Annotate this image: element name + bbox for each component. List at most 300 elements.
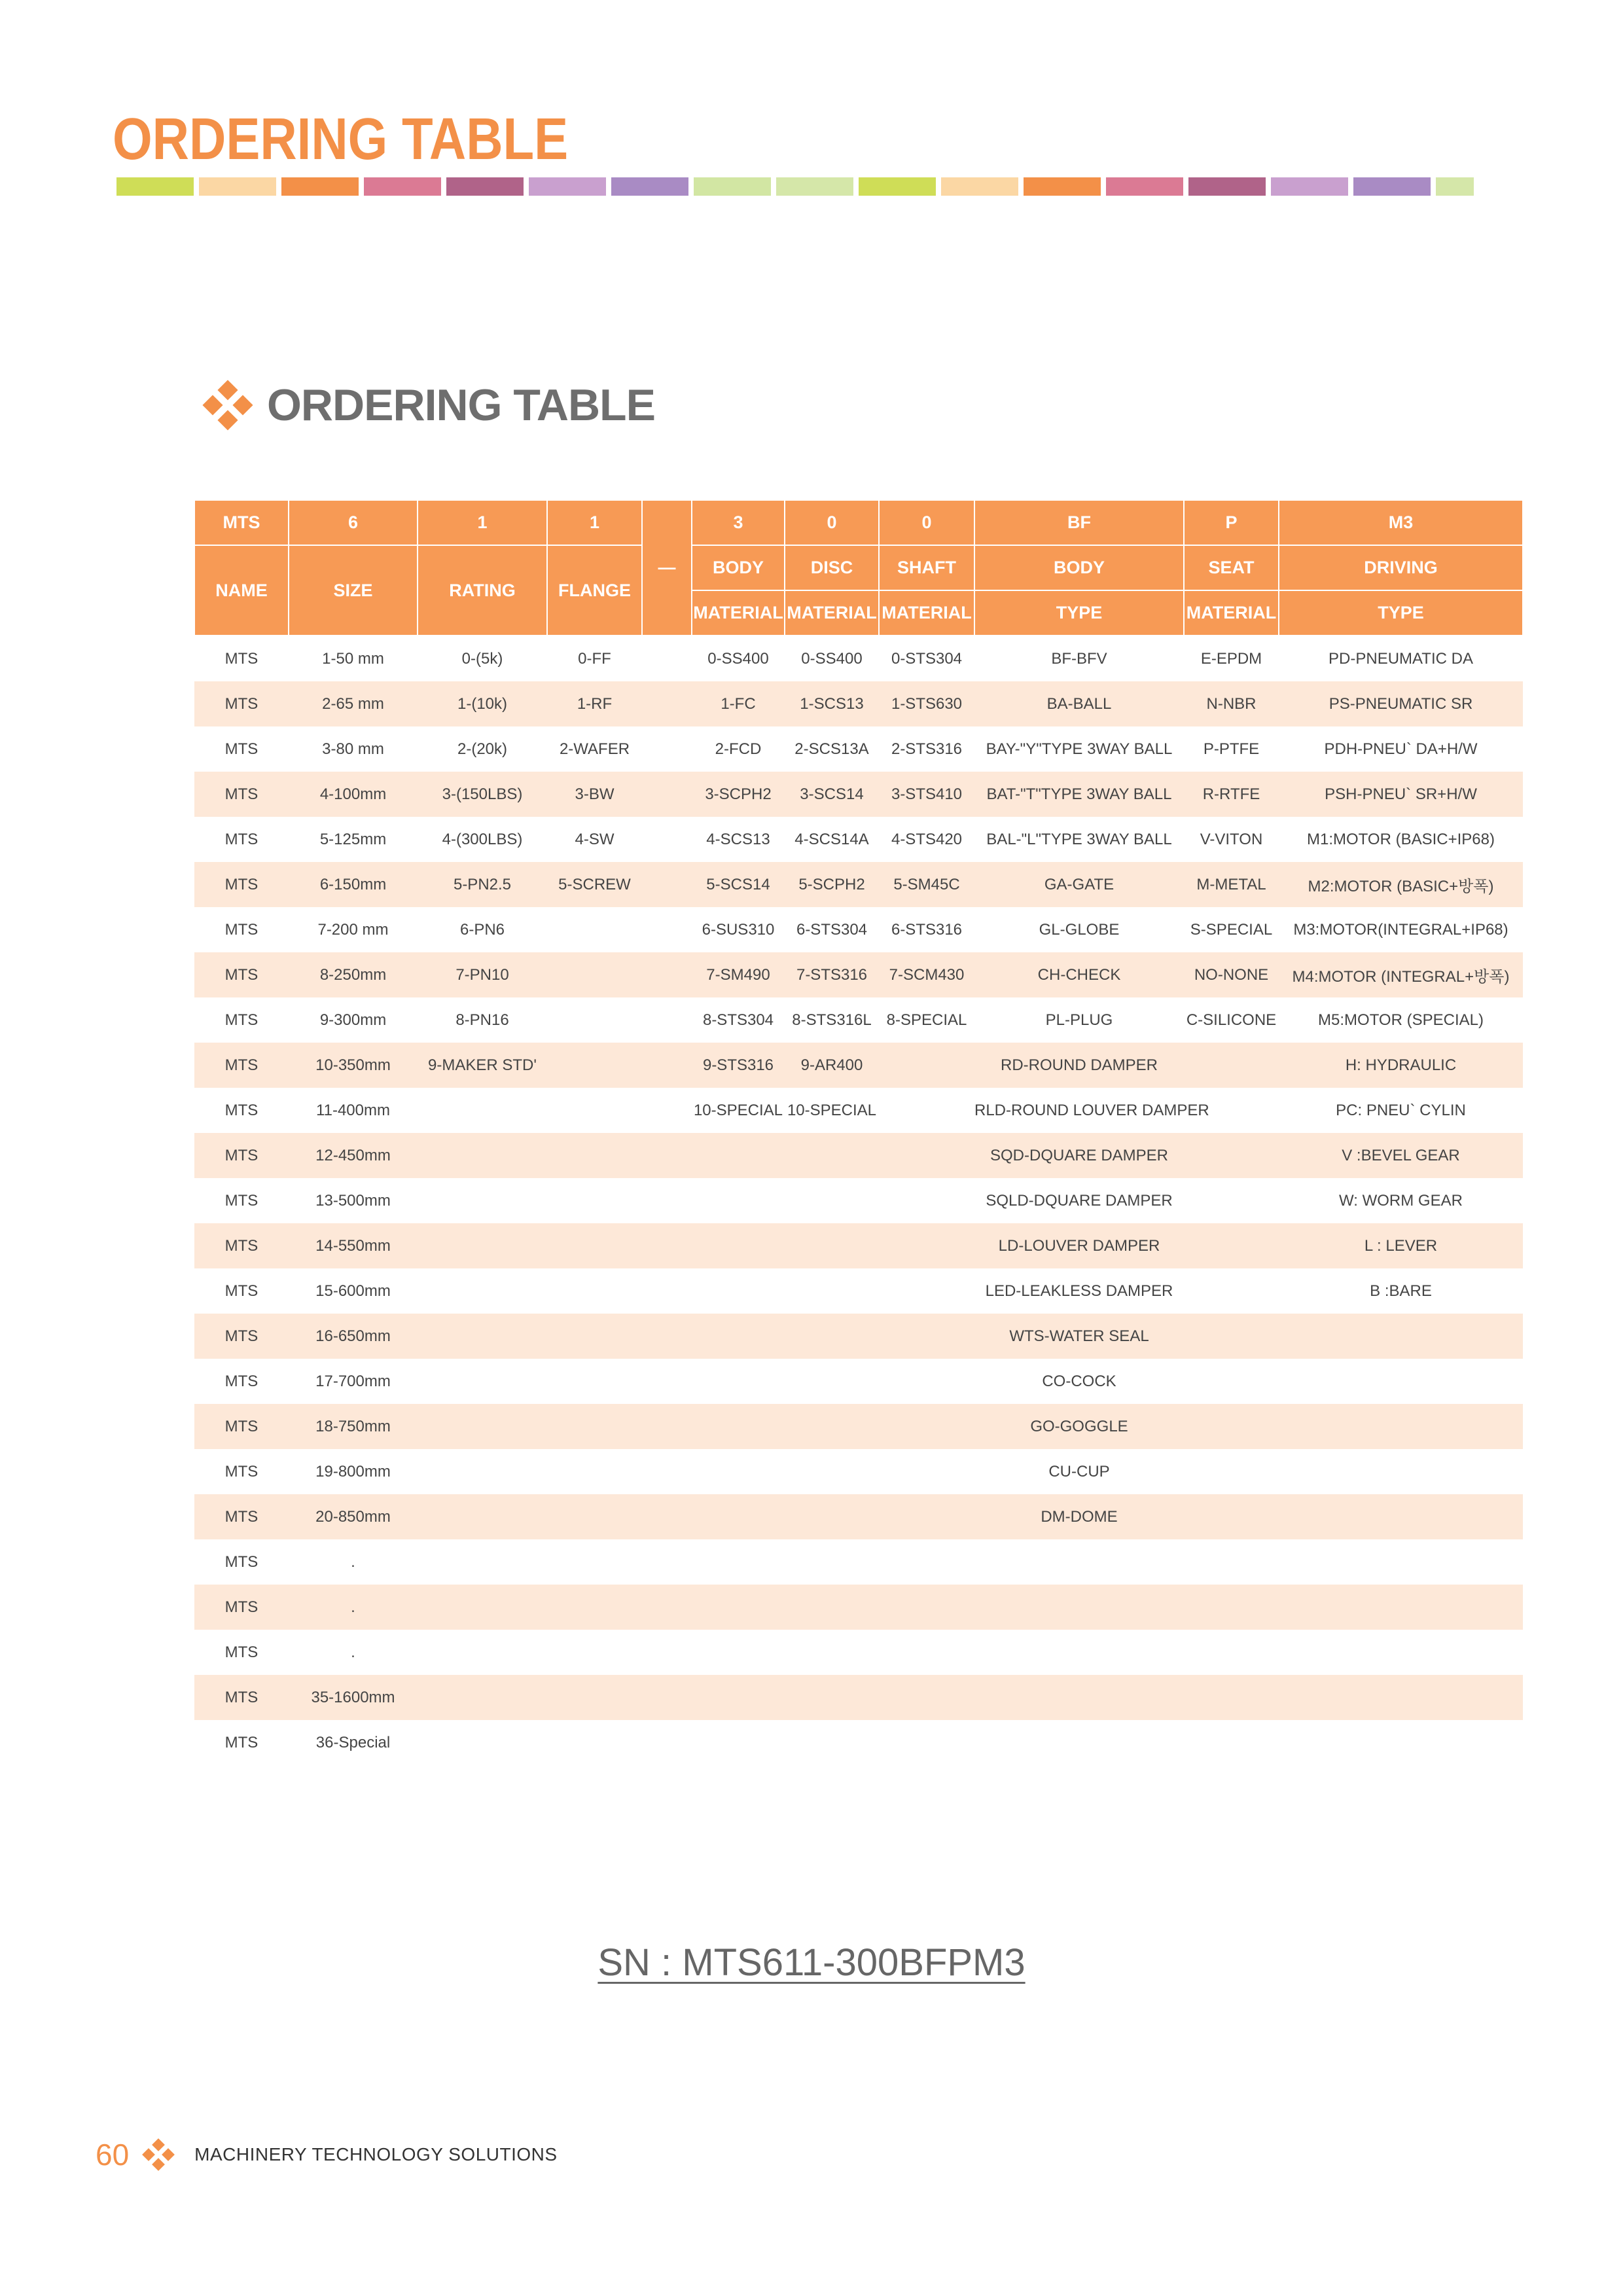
table-cell: LD-LOUVER DAMPER [974,1223,1184,1268]
color-swatch [199,177,276,196]
table-cell [785,1675,879,1720]
table-cell [1279,1449,1523,1494]
separator-cell [642,1585,692,1630]
table-cell: BAL-"L"TYPE 3WAY BALL [986,830,1172,848]
table-cell: 19-800mm [315,1462,391,1480]
table-cell: 7-200 mm [317,920,389,939]
color-swatch [116,177,194,196]
serial-number-example [0,1941,1623,1984]
separator-cell [642,1675,692,1720]
table-cell [418,1178,547,1223]
column-header-name: NAME [194,545,289,636]
table-cell [1184,1449,1279,1494]
footer-company-name: MACHINERY TECHNOLOGY SOLUTIONS [194,2144,558,2164]
table-row [194,772,1523,817]
table-cell [1279,1404,1523,1449]
separator-cell [642,1043,692,1088]
table-cell: 4-SCS13 [706,830,770,848]
color-swatch [859,177,936,196]
table-cell: MTS [194,1585,289,1630]
table-cell: 7-PN10 [418,952,547,997]
table-row [194,952,1523,997]
separator-cell [642,862,692,907]
table-cell: 20-850mm [289,1494,418,1539]
table-cell [692,1630,785,1675]
table-cell [547,1043,642,1088]
table-cell: NO-NONE [1184,952,1279,997]
color-swatch [281,177,359,196]
table-cell: 10-350mm [289,1043,418,1088]
serial-number-text: SN : MTS611-300BFPM3 [597,1941,1026,1984]
table-cell: GL-GLOBE [1039,920,1120,939]
table-cell [692,1404,785,1449]
column-header-flange: FLANGE [547,545,642,636]
table-cell: 18-750mm [289,1404,418,1449]
table-cell: 7-STS316 [785,952,879,997]
separator-cell [642,1494,692,1539]
header-code-cell: 0 [785,500,879,545]
table-cell: MTS [194,1494,289,1539]
color-swatch [1188,177,1266,196]
separator-cell [642,1539,692,1585]
table-cell [785,1314,879,1359]
section-title: ORDERING TABLE [267,380,655,430]
table-cell: V :BEVEL GEAR [1279,1133,1523,1178]
table-row [194,1675,1523,1720]
table-cell [547,1630,642,1675]
table-row [194,907,1523,952]
table-row [194,636,1523,681]
table-cell [879,1585,974,1630]
table-cell: 6-STS304 [796,920,868,939]
table-cell [547,1539,642,1585]
table-cell [547,1314,642,1359]
color-swatch [776,177,853,196]
table-cell [1184,1223,1279,1268]
table-cell: 2-WAFER [559,740,630,758]
table-cell [418,1675,547,1720]
table-cell: 16-650mm [289,1314,418,1359]
table-cell: BAY-"Y"TYPE 3WAY BALL [986,740,1173,758]
table-row [194,997,1523,1043]
table-cell: GA-GATE [974,862,1184,907]
table-cell: 17-700mm [315,1372,391,1390]
table-cell [418,1268,547,1314]
table-cell: PSH-PNEU` SR+H/W [1279,772,1523,817]
table-cell [785,1359,879,1404]
table-cell [1279,1675,1523,1720]
table-cell: 6-STS316 [891,920,963,939]
color-swatch [1353,177,1431,196]
table-cell: MTS [194,1404,289,1449]
table-cell: 6-PN6 [459,920,505,939]
table-cell: 4-(300LBS) [442,830,523,848]
table-cell [547,1720,642,1765]
table-cell: B :BARE [1370,1282,1432,1300]
table-cell: MTS [194,1314,289,1359]
table-cell: M-METAL [1184,862,1279,907]
table-cell: BF-BFV [1051,649,1107,668]
table-cell: 2-FCD [715,740,762,758]
table-cell: BAT-"T"TYPE 3WAY BALL [974,772,1184,817]
column-header-shaft: SHAFT [879,545,974,590]
table-cell: SQD-DQUARE DAMPER [974,1133,1184,1178]
table-cell: N-NBR [1184,681,1279,726]
table-cell: BA-BALL [974,681,1184,726]
table-cell [879,1359,974,1404]
column-header-seat: SEAT [1184,545,1279,590]
table-cell: MTS [224,740,259,758]
separator-cell [642,772,692,817]
table-cell: 6-150mm [289,862,418,907]
table-cell [692,1720,785,1765]
table-cell: 1-50 mm [322,649,384,668]
table-cell: MTS [224,1011,259,1029]
table-cell [1184,1675,1279,1720]
color-swatch [611,177,688,196]
table-cell: H: HYDRAULIC [1279,1043,1523,1088]
table-cell: WTS-WATER SEAL [974,1314,1184,1359]
table-cell [547,1088,642,1133]
table-cell [547,1178,642,1223]
table-row [194,1133,1523,1178]
table-cell: 11-400mm [316,1101,390,1119]
table-cell [692,1178,785,1223]
table-cell [418,1494,547,1539]
table-cell [785,1494,879,1539]
table-cell: 3-BW [547,772,642,817]
table-cell [974,1630,1184,1675]
color-swatch [1436,177,1474,196]
table-cell [418,1314,547,1359]
table-cell [785,1630,879,1675]
table-cell [547,1223,642,1268]
table-cell: 1-STS630 [879,681,974,726]
table-cell: MTS [194,1043,289,1088]
table-cell: MTS [194,681,289,726]
table-row [194,1314,1523,1359]
separator-cell [642,726,692,772]
table-row [194,1359,1523,1404]
table-cell [879,1133,974,1178]
table-cell: MTS [194,952,289,997]
separator-cell [642,1630,692,1675]
table-cell: M1:MOTOR (BASIC+IP68) [1307,830,1495,848]
table-cell: . [289,1585,418,1630]
table-cell: 2-SCS13A [794,740,869,758]
table-cell: 4-STS420 [891,830,963,848]
color-swatch [941,177,1018,196]
table-cell [418,1630,547,1675]
color-swatch [446,177,524,196]
column-subheader: MATERIAL [879,590,974,636]
footer-diamond-icon [142,2138,175,2171]
table-cell [692,1314,785,1359]
table-cell [692,1268,785,1314]
table-cell: MTS [194,1223,289,1268]
table-cell [547,1359,642,1404]
table-cell [547,907,642,952]
separator-cell [642,636,692,681]
table-cell: PS-PNEUMATIC SR [1279,681,1523,726]
table-cell: 0-STS304 [891,649,963,668]
table-row [194,1449,1523,1494]
table-cell: 0-SS400 [801,649,863,668]
table-cell [1184,1133,1279,1178]
header-code-cell: MTS [194,500,289,545]
header-code-cell: 3 [692,500,785,545]
header-code-cell: 0 [879,500,974,545]
table-cell [1184,1630,1279,1675]
table-cell: MTS [224,1372,259,1390]
table-row [194,1494,1523,1539]
header-separator-dash: — [642,500,692,636]
table-cell: M2:MOTOR (BASIC+방폭) [1279,862,1523,907]
column-subheader: MATERIAL [785,590,879,636]
header-code-cell: BF [974,500,1184,545]
table-cell [879,1043,974,1088]
separator-cell [642,1178,692,1223]
column-header-size: SIZE [289,545,418,636]
table-cell: 4-100mm [289,772,418,817]
table-cell: 3-SCS14 [785,772,879,817]
table-cell: M4:MOTOR (INTEGRAL+방폭) [1279,952,1523,997]
separator-cell [642,952,692,997]
separator-cell [642,817,692,862]
table-cell: 9-AR400 [785,1043,879,1088]
column-subheader: TYPE [1279,590,1523,636]
table-cell [879,1449,974,1494]
diamond-cluster-icon [203,380,253,430]
table-cell: 9-300mm [319,1011,387,1029]
header-code-cell: P [1184,500,1279,545]
table-cell [418,1449,547,1494]
table-row [194,1223,1523,1268]
table-cell: MTS [224,1733,259,1751]
separator-cell [642,1268,692,1314]
table-cell [879,1088,974,1133]
table-header-codes [194,500,1523,545]
decorative-color-bar [116,177,1474,196]
separator-cell [642,1359,692,1404]
table-cell [1184,1359,1279,1404]
ordering-table [194,499,1524,1765]
column-header-disc: DISC [785,545,879,590]
table-cell [418,1133,547,1178]
table-cell: 15-600mm [315,1282,391,1300]
table-cell [785,1178,879,1223]
table-cell: . [351,1552,355,1571]
table-row [194,1539,1523,1585]
table-cell: 3-STS410 [879,772,974,817]
table-cell: 7-SCM430 [879,952,974,997]
table-cell [692,1133,785,1178]
table-cell: . [351,1643,355,1661]
color-swatch [364,177,441,196]
column-subheader: TYPE [974,590,1184,636]
table-row [194,862,1523,907]
table-cell [1184,1314,1279,1359]
table-cell: V-VITON [1200,830,1263,848]
table-cell [1279,1720,1523,1765]
table-cell [785,1720,879,1765]
table-cell [879,1630,974,1675]
table-cell: 3-80 mm [322,740,384,758]
table-cell: 5-SCREW [547,862,642,907]
table-cell [1184,1720,1279,1765]
table-cell: 5-SM45C [879,862,974,907]
table-row [194,1404,1523,1449]
table-cell: 5-PN2.5 [418,862,547,907]
table-cell [1184,1539,1279,1585]
table-cell [418,1720,547,1765]
table-cell: 12-450mm [289,1133,418,1178]
table-cell [547,1675,642,1720]
table-body [194,636,1523,1765]
table-cell: 5-125mm [319,830,387,848]
table-cell [879,1404,974,1449]
table-cell: P-PTFE [1203,740,1260,758]
table-cell [879,1268,974,1314]
table-cell: L : LEVER [1279,1223,1523,1268]
table-cell: 2-STS316 [891,740,963,758]
table-row [194,1720,1523,1765]
table-cell: DM-DOME [974,1494,1184,1539]
table-cell: PD-PNEUMATIC DA [1329,649,1473,668]
table-cell: MTS [224,649,259,668]
table-cell [879,1178,974,1223]
table-cell: 2-65 mm [289,681,418,726]
table-cell [547,952,642,997]
separator-cell [642,1404,692,1449]
color-swatch [1271,177,1348,196]
table-row [194,1178,1523,1223]
table-cell: 10-SPECIAL [693,1101,783,1119]
table-cell [785,1268,879,1314]
table-cell: 6-SUS310 [702,920,775,939]
table-row [194,1043,1523,1088]
section-heading [203,380,655,431]
table-cell: 8-STS304 [702,1011,774,1029]
separator-cell [642,1223,692,1268]
table-cell: 5-SCS14 [692,862,785,907]
table-cell: W: WORM GEAR [1339,1191,1463,1210]
table-cell: 8-SPECIAL [886,1011,967,1029]
table-cell: PDH-PNEU` DA+H/W [1324,740,1478,758]
color-swatch [1106,177,1183,196]
table-cell: LED-LEAKLESS DAMPER [985,1282,1173,1300]
table-cell [1279,1585,1523,1630]
table-cell: S-SPECIAL [1190,920,1273,939]
table-row [194,817,1523,862]
table-cell [1279,1494,1523,1539]
table-cell: 13-500mm [315,1191,391,1210]
header-code-cell: 1 [547,500,642,545]
separator-cell [642,1449,692,1494]
table-row [194,1268,1523,1314]
table-cell [418,1539,547,1585]
table-cell [418,1404,547,1449]
table-cell: GO-GOGGLE [974,1404,1184,1449]
table-cell [879,1494,974,1539]
table-cell: MTS [194,772,289,817]
table-cell: MTS [224,1101,259,1119]
table-cell: MTS [194,1675,289,1720]
page-number: 60 [96,2138,130,2172]
table-cell: MTS [224,1643,259,1661]
separator-cell [642,1088,692,1133]
table-cell: MTS [224,830,259,848]
table-cell: M3:MOTOR(INTEGRAL+IP68) [1293,920,1508,939]
separator-cell [642,681,692,726]
table-cell [692,1539,785,1585]
table-cell: 3-SCPH2 [692,772,785,817]
table-cell: MTS [224,1191,259,1210]
separator-cell [642,1720,692,1765]
header-code-cell: M3 [1279,500,1523,545]
table-cell: 36-Special [315,1733,391,1751]
table-cell [879,1675,974,1720]
table-cell [1184,1585,1279,1630]
table-cell: RD-ROUND DAMPER [974,1043,1184,1088]
table-cell [974,1585,1184,1630]
page-header-title: ORDERING TABLE [113,105,569,172]
table-cell: 2-(20k) [457,740,508,758]
table-cell: 8-STS316L [792,1011,872,1029]
table-cell: MTS [224,1552,259,1571]
table-cell: 9-MAKER STD' [418,1043,547,1088]
header-code-cell: 6 [289,500,418,545]
table-cell: 4-SCS14A [794,830,869,848]
table-cell [879,1720,974,1765]
column-header-body-type: BODY [974,545,1184,590]
table-row [194,1630,1523,1675]
table-cell [974,1675,1184,1720]
table-cell: MTS [224,920,259,939]
table-cell: MTS [224,1462,259,1480]
table-cell: SQLD-DQUARE DAMPER [986,1191,1173,1210]
table-cell [785,1404,879,1449]
table-cell: PC: PNEU` CYLIN [1336,1101,1466,1119]
table-cell: CH-CHECK [974,952,1184,997]
table-cell: MTS [194,1133,289,1178]
table-cell [547,1404,642,1449]
table-cell [785,1585,879,1630]
table-cell [418,1359,547,1404]
table-cell [785,1449,879,1494]
table-cell: PL-PLUG [1045,1011,1113,1029]
table-cell: 0-SS400 [707,649,769,668]
table-cell [879,1223,974,1268]
table-cell [1279,1630,1523,1675]
table-cell [547,1133,642,1178]
table-cell [785,1539,879,1585]
table-cell [547,1494,642,1539]
table-cell [692,1449,785,1494]
table-row [194,1088,1523,1133]
table-cell [1184,1404,1279,1449]
table-cell [692,1359,785,1404]
table-cell [1184,1494,1279,1539]
table-cell: C-SILICONE [1186,1011,1277,1029]
table-cell: E-EPDM [1200,649,1262,668]
table-cell [692,1494,785,1539]
table-cell: MTS [194,862,289,907]
table-cell [1184,1268,1279,1314]
table-cell [879,1539,974,1585]
header-code-cell: 1 [418,500,547,545]
table-cell [1279,1359,1523,1404]
